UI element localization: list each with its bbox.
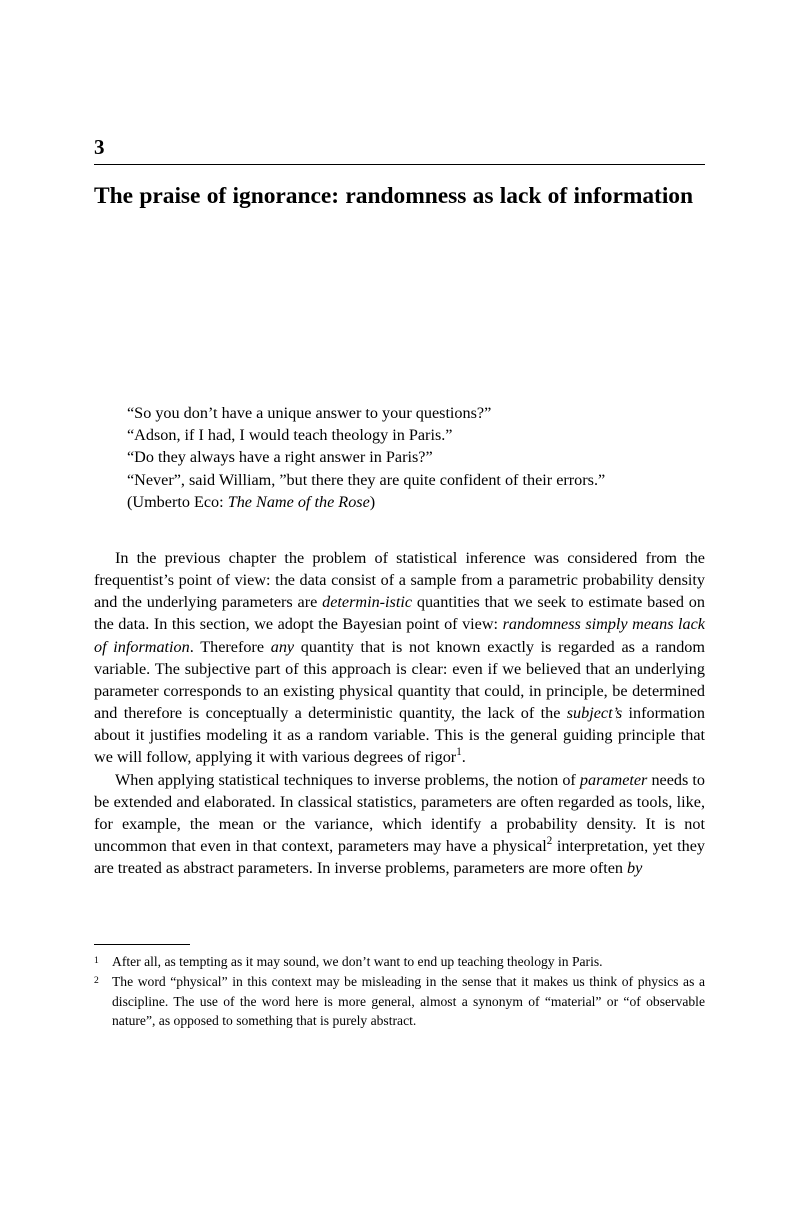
- footnote-ref-1[interactable]: 1: [456, 746, 462, 759]
- footnote-2: [94, 972, 705, 1030]
- footnotes-section: [94, 944, 705, 1031]
- attribution-prefix: (Umberto Eco:: [127, 492, 228, 511]
- p2-italic-by: by: [627, 859, 643, 878]
- p1-segment-3: . Therefore: [189, 637, 271, 656]
- epigraph-block: [127, 402, 675, 513]
- p1-segment-4: quantity that is not known exactly is regarded as a random variable. The subjective part of this approach is clear: even if we believed that an underlying parameter corresponds to an existing physical quantity that could, in principle, be determined and therefore is conceptually a deterministic quantity, the lack of the: [94, 637, 705, 723]
- epigraph-line-1: “So you don’t have a unique answer to your questions?”: [127, 404, 492, 422]
- paragraph-2: [94, 769, 705, 880]
- p1-segment-5: information about it justifies modeling it as a random variable. This is the general guiding principle that we will follow, applying it with various degrees of rigor: [94, 704, 705, 767]
- chapter-header-rule: [94, 164, 705, 165]
- p2-italic-parameter: parameter: [579, 770, 648, 789]
- chapter-header: [94, 0, 705, 212]
- p1-segment-6: .: [461, 748, 466, 767]
- epigraph-line-2: “Adson, if I had, I would teach theology in Paris.”: [127, 426, 453, 445]
- epigraph-line-3: “Do they always have a right answer in Paris?”: [127, 448, 433, 467]
- paragraph-1: [94, 547, 705, 769]
- p1-italic-any: any: [270, 637, 295, 656]
- footnote-marker-1: 1: [94, 955, 99, 967]
- p1-segment-1: In the previous chapter the problem of statistical inference was considered from the frequentist’s point of view: the data consist of a sample from a parametric probability density and the underlying parameters are: [94, 549, 705, 612]
- footnote-text-1: After all, as tempting as it may sound, we don’t want to end up teaching theology in Paris.: [112, 954, 603, 969]
- body-text: [94, 547, 705, 879]
- attribution-work-title: The Name of the Rose: [227, 492, 370, 511]
- chapter-number: 3: [94, 135, 105, 159]
- p1-italic-subjects: subject’s: [566, 704, 623, 723]
- epigraph-line-4: “Never”, said William, ”but there they are quite confident of their errors.”: [127, 470, 606, 489]
- attribution-suffix: ): [369, 492, 376, 511]
- p1-italic-randomness: randomness simply means lack of information: [94, 615, 705, 656]
- footnote-marker-2: 2: [94, 975, 99, 987]
- page-title: The praise of ignorance: randomness as lack of information: [94, 183, 694, 210]
- epigraph-attribution: [127, 491, 675, 513]
- page-content: [94, 0, 706, 1028]
- footnote-ref-2[interactable]: 2: [546, 835, 553, 848]
- footnote-separator-rule: [94, 944, 190, 945]
- p2-segment-2: needs to be extended and elaborated. In classical statistics, parameters are often regarded as tools, like, for example, the mean or the variance, which identify a probability density. It is not uncommon that even in that context, parameters may have a physical: [94, 770, 706, 856]
- footnote-1: [94, 952, 705, 971]
- p1-italic-deterministic: determin-istic: [322, 593, 413, 612]
- p2-segment-3: interpretation, yet they are treated as abstract parameters. In inverse problems, parameters are more often: [94, 837, 705, 878]
- p1-segment-2: quantities that we seek to estimate based on the data. In this section, we adopt the Bayesian point of view:: [94, 593, 705, 634]
- footnote-text-2: The word “physical” in this context may be misleading in the sense that it makes us think of physics as a discipline. The use of the word here is more general, almost a synonym of “material” or “of observable nature”, as opposed to something that is purely abstract.: [112, 974, 705, 1028]
- p2-segment-1: When applying statistical techniques to inverse problems, the notion of: [115, 770, 580, 789]
